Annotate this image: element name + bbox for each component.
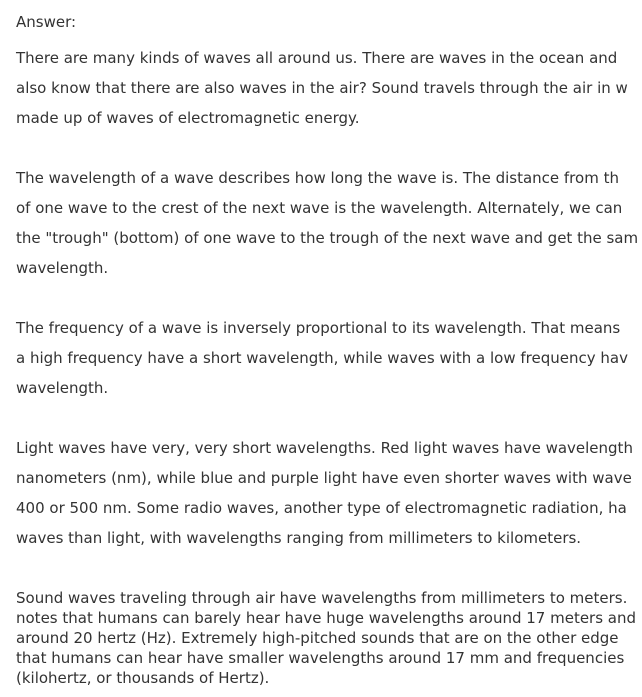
paragraph-frequency — [16, 313, 642, 403]
paragraph-line: wavelength. — [16, 259, 109, 277]
answer-label: Answer: — [16, 13, 77, 31]
paragraph-line: the "trough" (bottom) of one wave to the trough of the next wave and get the sam — [16, 229, 639, 247]
paragraph-line: waves than light, with wavelengths ranging from millimeters to kilometers. — [16, 529, 582, 547]
paragraph-intro — [16, 43, 642, 133]
paragraph-line: Light waves have very, very short wavelengths. Red light waves have wavelength — [16, 439, 633, 457]
paragraph-gap — [16, 133, 642, 163]
paragraph-line: a high frequency have a short wavelength, while waves with a low frequency hav — [16, 349, 628, 367]
paragraph-line: The wavelength of a wave describes how long the wave is. The distance from th — [16, 169, 619, 187]
paragraph-light-waves — [16, 433, 642, 553]
paragraph-line: 400 or 500 nm. Some radio waves, another type of electromagnetic radiation, ha — [16, 499, 627, 517]
paragraph-line: also know that there are also waves in the air? Sound travels through the air in w — [16, 79, 628, 97]
paragraph-gap — [16, 403, 642, 433]
paragraph-line: of one wave to the crest of the next wave is the wavelength. Alternately, we can — [16, 199, 623, 217]
paragraph-line: nanometers (nm), while blue and purple light have even shorter waves with wave — [16, 469, 632, 487]
paragraph-wavelength — [16, 163, 642, 283]
paragraph-line: The frequency of a wave is inversely proportional to its wavelength. That means — [16, 319, 621, 337]
paragraph-gap — [16, 283, 642, 313]
paragraph-line: that humans can hear have smaller wavelengths around 17 mm and frequencies — [16, 649, 625, 667]
paragraph-line: around 20 hertz (Hz). Extremely high-pitched sounds that are on the other edge — [16, 629, 619, 647]
answer-document — [16, 0, 642, 688]
paragraph-line: Sound waves traveling through air have wavelengths from millimeters to meters. — [16, 589, 628, 607]
paragraph-line: There are many kinds of waves all around us. There are waves in the ocean and — [16, 49, 618, 67]
paragraph-line: (kilohertz, or thousands of Hertz). — [16, 669, 270, 687]
paragraph-sound-waves — [16, 588, 642, 688]
paragraph-gap — [16, 553, 642, 583]
paragraph-line: made up of waves of electromagnetic energy. — [16, 109, 360, 127]
paragraph-line: wavelength. — [16, 379, 109, 397]
paragraph-line: notes that humans can barely hear have huge wavelengths around 17 meters and — [16, 609, 637, 627]
